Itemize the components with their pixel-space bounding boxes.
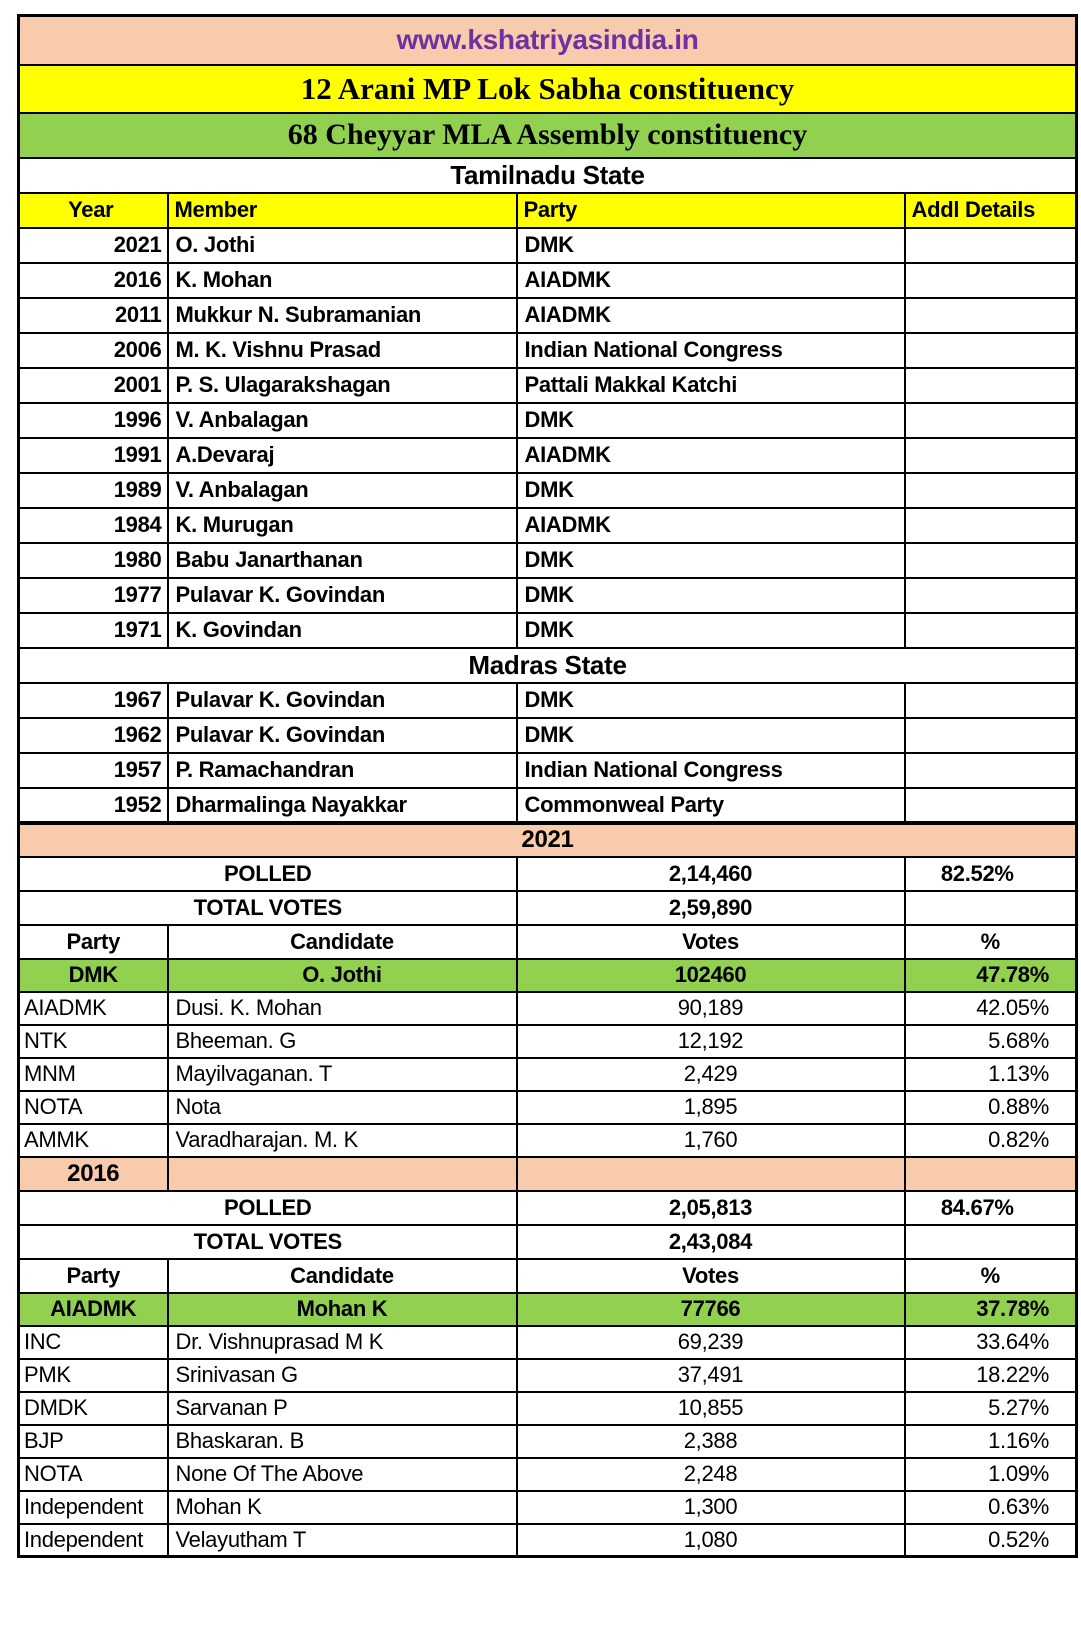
party-cell: DMDK <box>19 1392 168 1425</box>
total-votes-empty-cell <box>905 1225 1077 1259</box>
candidate-column-header: Candidate <box>168 925 517 959</box>
votes-cell: 2,429 <box>517 1058 905 1091</box>
result-row <box>19 1326 1077 1359</box>
result-row <box>19 1524 1077 1557</box>
candidate-column-header: Candidate <box>168 1259 517 1293</box>
percent-cell: 18.22% <box>905 1359 1077 1392</box>
votes-cell: 1,300 <box>517 1491 905 1524</box>
member-cell: A.Devaraj <box>168 438 517 473</box>
party-cell: DMK <box>517 578 905 613</box>
history-row <box>19 683 1077 718</box>
party-cell: Independent <box>19 1524 168 1557</box>
member-cell: Pulavar K. Govindan <box>168 578 517 613</box>
member-cell: P. S. Ulagarakshagan <box>168 368 517 403</box>
party-cell: DMK <box>517 543 905 578</box>
year-cell: 1977 <box>19 578 168 613</box>
percent-cell: 5.27% <box>905 1392 1077 1425</box>
party-cell: AIADMK <box>517 298 905 333</box>
addl-details-cell <box>905 578 1077 613</box>
party-cell: DMK <box>517 718 905 753</box>
year-column-header: Year <box>19 193 168 228</box>
band-empty-cell <box>517 1157 905 1191</box>
winner-row <box>19 1293 1077 1326</box>
addl-details-cell <box>905 298 1077 333</box>
addl-details-cell <box>905 508 1077 543</box>
year-cell: 2011 <box>19 298 168 333</box>
polled-row <box>19 1191 1077 1225</box>
result-row <box>19 1091 1077 1124</box>
candidate-cell: Dr. Vishnuprasad M K <box>168 1326 517 1359</box>
history-row <box>19 613 1077 648</box>
election-year: 2021 <box>19 823 1077 857</box>
party-cell: AMMK <box>19 1124 168 1157</box>
history-row <box>19 473 1077 508</box>
candidate-cell: Srinivasan G <box>168 1359 517 1392</box>
history-row <box>19 298 1077 333</box>
addl-details-cell <box>905 438 1077 473</box>
member-cell: K. Govindan <box>168 613 517 648</box>
addl-details-cell <box>905 718 1077 753</box>
percent-cell: 0.63% <box>905 1491 1077 1524</box>
year-cell: 1996 <box>19 403 168 438</box>
candidate-cell: Nota <box>168 1091 517 1124</box>
candidate-cell: Bheeman. G <box>168 1025 517 1058</box>
addl-details-cell <box>905 263 1077 298</box>
election-year: 2016 <box>19 1157 168 1191</box>
winner-row <box>19 959 1077 992</box>
table-body <box>19 16 1077 1557</box>
party-cell: DMK <box>517 403 905 438</box>
party-cell: AIADMK <box>517 508 905 543</box>
addl-details-cell <box>905 333 1077 368</box>
votes-cell: 1,760 <box>517 1124 905 1157</box>
party-column-header: Party <box>19 925 168 959</box>
addl-details-cell <box>905 753 1077 788</box>
history-row <box>19 368 1077 403</box>
history-row <box>19 788 1077 823</box>
percent-cell: 0.88% <box>905 1091 1077 1124</box>
mla-constituency-title: 68 Cheyyar MLA Assembly constituency <box>19 113 1077 158</box>
party-cell: AIADMK <box>19 1293 168 1326</box>
party-cell: DMK <box>517 228 905 263</box>
history-row <box>19 753 1077 788</box>
state-header: Tamilnadu State <box>19 158 1077 193</box>
votes-cell: 37,491 <box>517 1359 905 1392</box>
party-cell: Indian National Congress <box>517 753 905 788</box>
candidate-cell: Dusi. K. Mohan <box>168 992 517 1025</box>
candidate-cell: O. Jothi <box>168 959 517 992</box>
percent-cell: 47.78% <box>905 959 1077 992</box>
party-cell: Commonweal Party <box>517 788 905 823</box>
year-cell: 1967 <box>19 683 168 718</box>
member-cell: Pulavar K. Govindan <box>168 718 517 753</box>
year-cell: 1980 <box>19 543 168 578</box>
site-banner-row <box>19 16 1077 65</box>
percent-column-header: % <box>905 925 1077 959</box>
candidate-cell: Mohan K <box>168 1293 517 1326</box>
party-cell: AIADMK <box>517 263 905 298</box>
party-cell: DMK <box>517 473 905 508</box>
party-cell: DMK <box>517 613 905 648</box>
votes-cell: 2,388 <box>517 1425 905 1458</box>
history-row <box>19 263 1077 298</box>
band-empty-cell <box>168 1157 517 1191</box>
total-votes-row <box>19 891 1077 925</box>
result-row <box>19 1124 1077 1157</box>
votes-cell: 1,080 <box>517 1524 905 1557</box>
party-cell: AIADMK <box>517 438 905 473</box>
votes-cell: 10,855 <box>517 1392 905 1425</box>
total-votes-label: TOTAL VOTES <box>19 1225 517 1259</box>
state-header: Madras State <box>19 648 1077 683</box>
member-cell: V. Anbalagan <box>168 473 517 508</box>
addl-details-cell <box>905 613 1077 648</box>
year-cell: 2001 <box>19 368 168 403</box>
total-votes-value: 2,59,890 <box>517 891 905 925</box>
total-votes-empty-cell <box>905 891 1077 925</box>
candidate-cell: Mohan K <box>168 1491 517 1524</box>
percent-cell: 1.16% <box>905 1425 1077 1458</box>
votes-cell: 1,895 <box>517 1091 905 1124</box>
member-cell: V. Anbalagan <box>168 403 517 438</box>
candidate-cell: Varadharajan. M. K <box>168 1124 517 1157</box>
history-row <box>19 578 1077 613</box>
addl-details-cell <box>905 473 1077 508</box>
result-row <box>19 1025 1077 1058</box>
year-cell: 1957 <box>19 753 168 788</box>
party-column-header: Party <box>517 193 905 228</box>
total-votes-value: 2,43,084 <box>517 1225 905 1259</box>
history-row <box>19 543 1077 578</box>
votes-cell: 69,239 <box>517 1326 905 1359</box>
percent-cell: 5.68% <box>905 1025 1077 1058</box>
party-cell: NOTA <box>19 1091 168 1124</box>
year-cell: 2006 <box>19 333 168 368</box>
constituency-table <box>17 14 1078 1558</box>
addl-details-cell <box>905 403 1077 438</box>
polled-percentage: 82.52% <box>905 857 1077 891</box>
polled-label: POLLED <box>19 857 517 891</box>
party-cell: Independent <box>19 1491 168 1524</box>
party-cell: INC <box>19 1326 168 1359</box>
candidate-cell: Sarvanan P <box>168 1392 517 1425</box>
party-cell: PMK <box>19 1359 168 1392</box>
party-cell: NOTA <box>19 1458 168 1491</box>
history-column-header-row <box>19 193 1077 228</box>
result-row <box>19 1392 1077 1425</box>
result-row <box>19 1458 1077 1491</box>
party-column-header: Party <box>19 1259 168 1293</box>
party-cell: BJP <box>19 1425 168 1458</box>
polled-value: 2,05,813 <box>517 1191 905 1225</box>
votes-cell: 2,248 <box>517 1458 905 1491</box>
history-row <box>19 228 1077 263</box>
member-cell: Dharmalinga Nayakkar <box>168 788 517 823</box>
result-row <box>19 1359 1077 1392</box>
party-cell: DMK <box>19 959 168 992</box>
party-cell: AIADMK <box>19 992 168 1025</box>
candidate-cell: Bhaskaran. B <box>168 1425 517 1458</box>
percent-cell: 33.64% <box>905 1326 1077 1359</box>
mp-constituency-title: 12 Arani MP Lok Sabha constituency <box>19 65 1077 113</box>
member-cell: O. Jothi <box>168 228 517 263</box>
year-cell: 1984 <box>19 508 168 543</box>
year-cell: 1952 <box>19 788 168 823</box>
percent-cell: 0.82% <box>905 1124 1077 1157</box>
year-cell: 1962 <box>19 718 168 753</box>
addl-details-cell <box>905 543 1077 578</box>
state-header-row <box>19 648 1077 683</box>
percent-cell: 42.05% <box>905 992 1077 1025</box>
party-cell: Pattali Makkal Katchi <box>517 368 905 403</box>
votes-column-header: Votes <box>517 925 905 959</box>
history-row <box>19 508 1077 543</box>
year-cell: 1989 <box>19 473 168 508</box>
result-row <box>19 1491 1077 1524</box>
member-cell: K. Murugan <box>168 508 517 543</box>
votes-cell: 77766 <box>517 1293 905 1326</box>
year-cell: 1971 <box>19 613 168 648</box>
member-cell: M. K. Vishnu Prasad <box>168 333 517 368</box>
election-year-band <box>19 1157 1077 1191</box>
member-cell: Babu Janarthanan <box>168 543 517 578</box>
member-cell: K. Mohan <box>168 263 517 298</box>
votes-cell: 90,189 <box>517 992 905 1025</box>
result-row <box>19 1058 1077 1091</box>
band-empty-cell <box>905 1157 1077 1191</box>
member-column-header: Member <box>168 193 517 228</box>
addl-details-cell <box>905 683 1077 718</box>
history-row <box>19 333 1077 368</box>
site-url: www.kshatriyasindia.in <box>19 16 1077 65</box>
polled-label: POLLED <box>19 1191 517 1225</box>
percent-cell: 1.09% <box>905 1458 1077 1491</box>
addl-details-column-header: Addl Details <box>905 193 1077 228</box>
mla-constituency-title-row <box>19 113 1077 158</box>
percent-cell: 1.13% <box>905 1058 1077 1091</box>
total-votes-row <box>19 1225 1077 1259</box>
polled-value: 2,14,460 <box>517 857 905 891</box>
percent-cell: 0.52% <box>905 1524 1077 1557</box>
history-row <box>19 438 1077 473</box>
history-row <box>19 403 1077 438</box>
party-cell: Indian National Congress <box>517 333 905 368</box>
votes-cell: 12,192 <box>517 1025 905 1058</box>
votes-column-header: Votes <box>517 1259 905 1293</box>
percent-column-header: % <box>905 1259 1077 1293</box>
party-cell: NTK <box>19 1025 168 1058</box>
addl-details-cell <box>905 368 1077 403</box>
votes-cell: 102460 <box>517 959 905 992</box>
year-cell: 2016 <box>19 263 168 298</box>
addl-details-cell <box>905 788 1077 823</box>
candidate-cell: Mayilvaganan. T <box>168 1058 517 1091</box>
candidate-cell: Velayutham T <box>168 1524 517 1557</box>
results-header-row <box>19 925 1077 959</box>
member-cell: Pulavar K. Govindan <box>168 683 517 718</box>
election-year-band <box>19 823 1077 857</box>
polled-percentage: 84.67% <box>905 1191 1077 1225</box>
percent-cell: 37.78% <box>905 1293 1077 1326</box>
state-header-row <box>19 158 1077 193</box>
addl-details-cell <box>905 228 1077 263</box>
member-cell: Mukkur N. Subramanian <box>168 298 517 333</box>
total-votes-label: TOTAL VOTES <box>19 891 517 925</box>
year-cell: 2021 <box>19 228 168 263</box>
history-row <box>19 718 1077 753</box>
result-row <box>19 992 1077 1025</box>
party-cell: MNM <box>19 1058 168 1091</box>
party-cell: DMK <box>517 683 905 718</box>
polled-row <box>19 857 1077 891</box>
candidate-cell: None Of The Above <box>168 1458 517 1491</box>
member-cell: P. Ramachandran <box>168 753 517 788</box>
results-header-row <box>19 1259 1077 1293</box>
result-row <box>19 1425 1077 1458</box>
mp-constituency-title-row <box>19 65 1077 113</box>
year-cell: 1991 <box>19 438 168 473</box>
